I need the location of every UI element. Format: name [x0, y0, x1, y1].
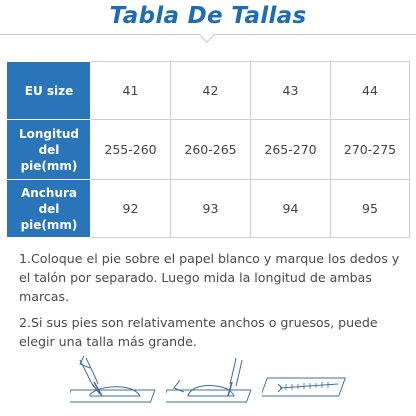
- ruler-measuring-icon: [262, 354, 354, 406]
- table-cell: 94: [251, 180, 331, 238]
- row-header-foot-length: [8, 120, 91, 180]
- row-header-line2: del pie(mm): [20, 142, 78, 173]
- row-header-eu-size: [8, 62, 91, 120]
- hand-marking-heel-icon: [166, 354, 258, 406]
- hand-marking-toes-icon: [70, 354, 162, 406]
- title-notch-icon: [199, 34, 215, 44]
- row-header-line1: EU size: [24, 83, 74, 98]
- row-header-foot-width: [8, 180, 91, 238]
- table-cell: 44: [331, 62, 410, 120]
- table-cell: 41: [91, 62, 171, 120]
- title-banner: [0, 0, 416, 44]
- table-row-foot-width: [8, 180, 410, 238]
- instructions: [19, 249, 411, 358]
- table-cell: 95: [331, 180, 410, 238]
- table-cell: 42: [171, 62, 251, 120]
- table-cell: 265-270: [251, 120, 331, 180]
- row-header-line1: Longitud: [18, 126, 79, 141]
- table-row-foot-length: [8, 120, 410, 180]
- size-table: [7, 61, 410, 238]
- row-header-line1: Anchura: [20, 185, 78, 200]
- table-cell: 43: [251, 62, 331, 120]
- table-cell: 270-275: [331, 120, 410, 180]
- table-cell: 93: [171, 180, 251, 238]
- table-row-eu-size: [8, 62, 410, 120]
- instruction-1: 1.Coloque el pie sobre el papel blanco y marque los dedos y el talón por separado. Luego mida la longitud de ambas marcas.: [19, 251, 400, 304]
- instruction-2: 2.Si sus pies son relativamente anchos o gruesos, puede elegir una talla más grande.: [19, 315, 378, 349]
- row-header-line2: del pie(mm): [20, 201, 78, 232]
- table-cell: 92: [91, 180, 171, 238]
- page-title: Tabla De Tallas: [109, 3, 307, 29]
- table-cell: 260-265: [171, 120, 251, 180]
- table-cell: 255-260: [91, 120, 171, 180]
